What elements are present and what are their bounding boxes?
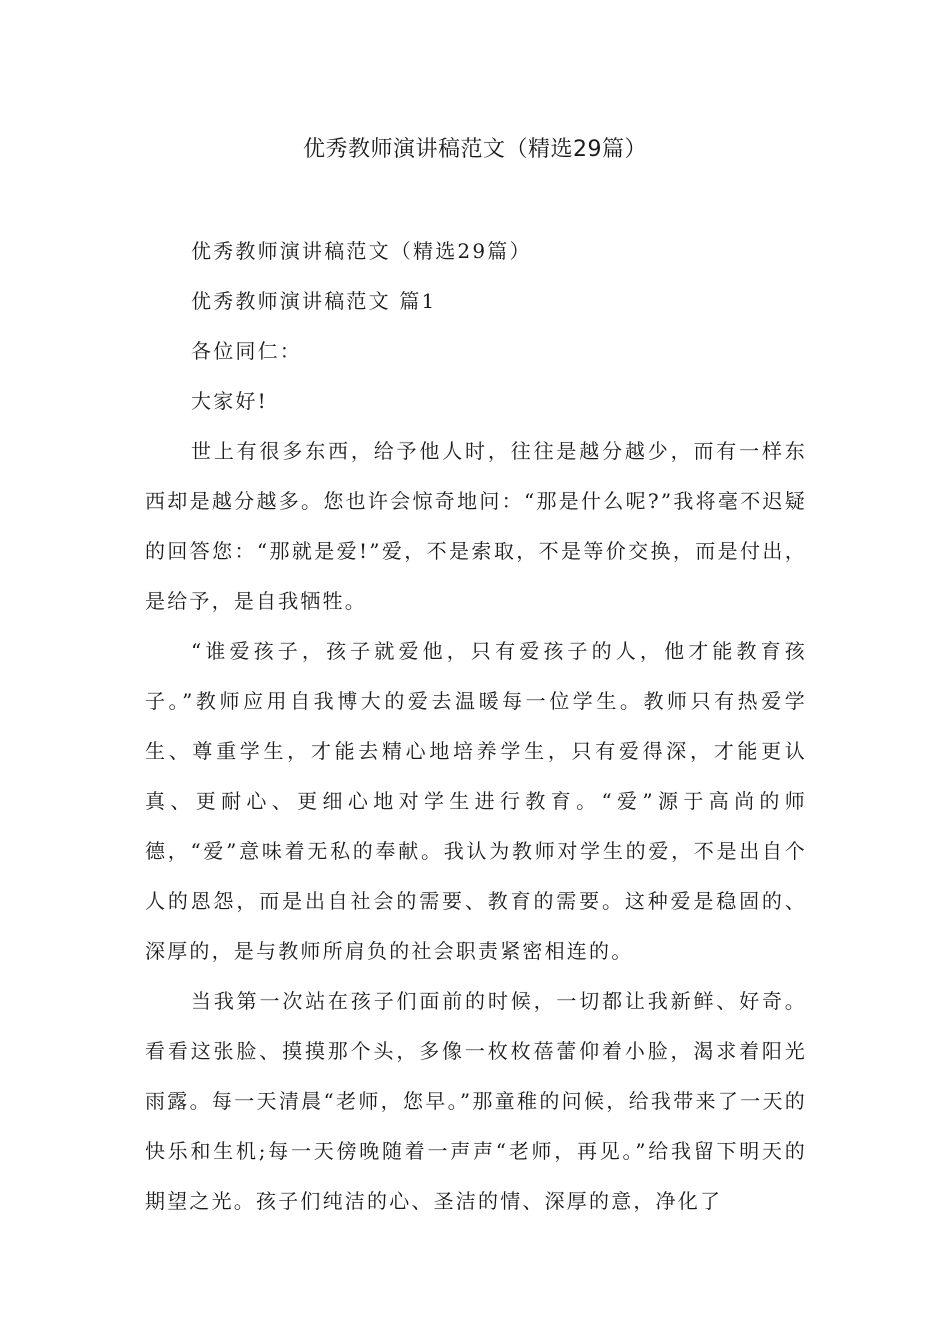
paragraph-body: “谁爱孩子，孩子就爱他，只有爱孩子的人，他才能教育孩子。”教师应用自我博大的爱去温暖每一位学生。教师只有热爱学生、尊重学生，才能去精心地培养学生，只有爱得深，才能更认真、更耐心、更细心地对学生进行教育。“爱”源于高尚的师德，“爱”意味着无私的奉献。我认为教师对学生的爱，不是出自个人的恩怨，而是出自社会的需要、教育的需要。这种爱是稳固的、深厚的，是与教师所肩负的社会职责紧密相连的。 <box>145 639 807 963</box>
paragraph-body: 世上有很多东西，给予他人时，往往是越分越少，而有一样东西却是越分越多。您也许会惊奇地问：“那是什么呢?”我将毫不迟疑的回答您：“那就是爱!”爱，不是索取，不是等价交换，而是付出，是给予，是自我牺牲。 <box>145 439 807 613</box>
paragraph-greeting: 大家好! <box>191 389 268 413</box>
paragraph-heading: 优秀教师演讲稿范文（精选29篇） <box>191 239 532 263</box>
paragraph-section-title: 优秀教师演讲稿范文 篇1 <box>191 289 437 313</box>
document-title: 优秀教师演讲稿范文（精选29篇） <box>303 137 647 162</box>
paragraph-body: 当我第一次站在孩子们面前的时候，一切都让我新鲜、好奇。看看这张脸、摸摸那个头，多像一枚枚蓓蕾仰着小脸，渴求着阳光雨露。每一天清晨“老师，您早。”那童稚的问候，给我带来了一天的快乐和生机;每一天傍晚随着一声声“老师，再见。”给我留下明天的期望之光。孩子们纯洁的心、圣洁的情、深厚的意，净化了 <box>145 989 807 1213</box>
paragraph-salutation: 各位同仁： <box>191 339 302 363</box>
document-body <box>145 226 807 1226</box>
